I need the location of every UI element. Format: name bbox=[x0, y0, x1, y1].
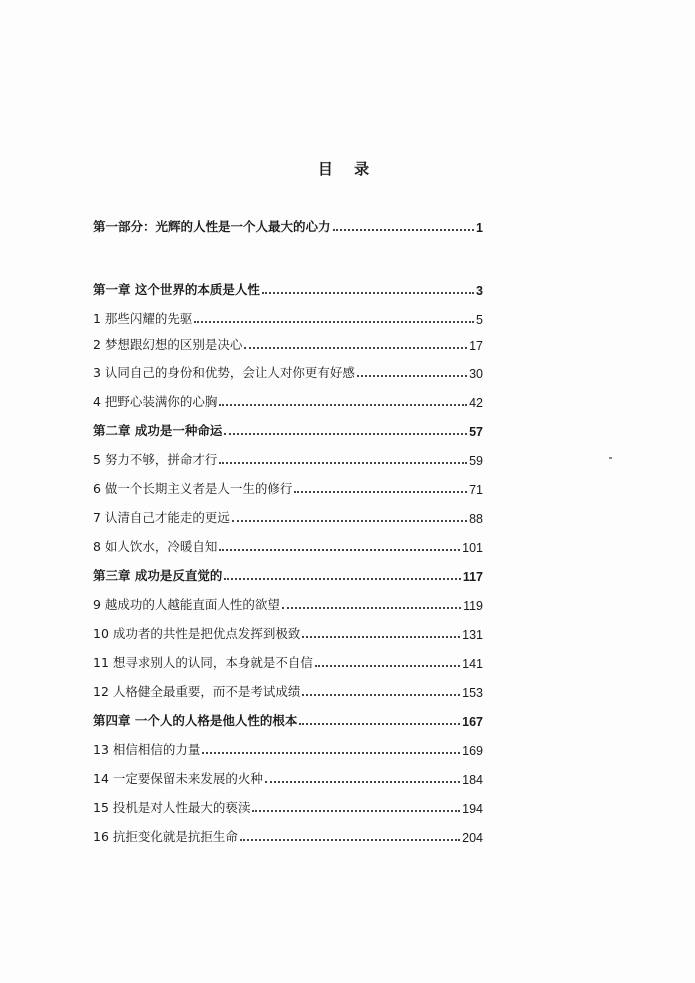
toc-label: 15 投机是对人性最大的亵渎 bbox=[93, 800, 251, 815]
toc-label: 第三章 成功是反直觉的 bbox=[93, 568, 223, 583]
toc-label: 16 抗拒变化就是抗拒生命 bbox=[93, 829, 238, 844]
toc-page-number: 194 bbox=[462, 802, 483, 816]
toc-section[interactable] bbox=[93, 448, 483, 468]
toc-section[interactable] bbox=[93, 506, 483, 526]
dot-leader bbox=[302, 635, 460, 638]
toc-label: 13 相信相信的力量 bbox=[93, 742, 201, 757]
dot-leader bbox=[357, 374, 467, 377]
toc-label: 第一章 这个世界的本质是人性 bbox=[93, 282, 260, 297]
toc-page-number: 169 bbox=[462, 744, 483, 758]
dot-leader bbox=[194, 320, 474, 323]
toc-page-number: 117 bbox=[462, 570, 483, 584]
toc-chapter[interactable] bbox=[93, 709, 483, 729]
dot-leader bbox=[282, 606, 461, 609]
toc-label: 第一部分：光辉的人性是一个人最大的心力 bbox=[93, 219, 331, 234]
toc-page-number: 5 bbox=[476, 313, 483, 327]
toc-page-number: 119 bbox=[463, 599, 483, 613]
toc-section[interactable] bbox=[93, 738, 483, 758]
scan-speck bbox=[609, 457, 612, 459]
toc-page-number: 57 bbox=[469, 425, 483, 439]
toc-label: 4 把野心装满你的心胸 bbox=[93, 394, 218, 409]
dot-leader bbox=[224, 432, 467, 435]
toc-page-number: 167 bbox=[462, 715, 483, 729]
toc-section[interactable] bbox=[93, 796, 483, 816]
toc-section[interactable] bbox=[93, 680, 483, 700]
dot-leader bbox=[202, 751, 460, 754]
toc-section[interactable] bbox=[93, 333, 483, 353]
toc-label: 6 做一个长期主义者是人一生的修行 bbox=[93, 481, 293, 496]
toc-label: 5 努力不够，拼命才行 bbox=[93, 452, 218, 467]
dot-leader bbox=[219, 403, 467, 406]
dot-leader bbox=[219, 548, 460, 551]
toc-page-number: 153 bbox=[462, 686, 483, 700]
dot-leader bbox=[224, 577, 460, 580]
toc-label: 第二章 成功是一种命运 bbox=[93, 423, 223, 438]
toc-label: 9 越成功的人越能直面人性的欲望 bbox=[93, 597, 280, 612]
toc-page-number: 88 bbox=[469, 512, 483, 526]
toc-section[interactable] bbox=[93, 307, 483, 327]
dot-leader bbox=[262, 291, 474, 294]
toc-chapter[interactable] bbox=[93, 419, 483, 439]
toc-chapter[interactable] bbox=[93, 278, 483, 298]
toc-page-number: 71 bbox=[469, 483, 483, 497]
toc-page-number: 3 bbox=[476, 284, 483, 298]
toc-section[interactable] bbox=[93, 622, 483, 642]
toc-label: 8 如人饮水，冷暖自知 bbox=[93, 539, 218, 554]
toc-section[interactable] bbox=[93, 390, 483, 410]
dot-leader bbox=[299, 722, 460, 725]
toc-label: 7 认清自己才能走的更远 bbox=[93, 510, 230, 525]
toc-section[interactable] bbox=[93, 477, 483, 497]
dot-leader bbox=[333, 228, 475, 231]
toc-page-number: 204 bbox=[462, 831, 483, 845]
toc-page-number: 42 bbox=[469, 396, 483, 410]
toc-label: 2 梦想跟幻想的区别是决心 bbox=[93, 337, 243, 352]
dot-leader bbox=[265, 780, 460, 783]
dot-leader bbox=[232, 519, 467, 522]
toc-section[interactable] bbox=[93, 651, 483, 671]
toc-label: 11 想寻求别人的认同，本身就是不自信 bbox=[93, 655, 313, 670]
page-title: 目 录 bbox=[317, 160, 378, 178]
toc-page-number: 30 bbox=[469, 367, 483, 381]
toc-page-number: 1 bbox=[476, 221, 483, 235]
toc-section[interactable] bbox=[93, 825, 483, 845]
toc-chapter[interactable] bbox=[93, 564, 483, 584]
toc-label: 12 人格健全最重要，而不是考试成绩 bbox=[93, 684, 301, 699]
toc-label: 1 那些闪耀的先驱 bbox=[93, 311, 193, 326]
dot-leader bbox=[244, 346, 467, 349]
toc-label: 14 一定要保留未来发展的火种 bbox=[93, 771, 263, 786]
toc-page-number: 131 bbox=[462, 628, 483, 642]
toc-section[interactable] bbox=[93, 767, 483, 787]
toc-section[interactable] bbox=[93, 361, 483, 381]
dot-leader bbox=[302, 693, 460, 696]
toc-label: 10 成功者的共性是把优点发挥到极致 bbox=[93, 626, 301, 641]
toc-label: 第四章 一个人的人格是他人性的根本 bbox=[93, 713, 298, 728]
dot-leader bbox=[219, 461, 467, 464]
toc-section[interactable] bbox=[93, 535, 483, 555]
dot-leader bbox=[240, 838, 460, 841]
toc-page-number: 17 bbox=[469, 339, 483, 353]
dot-leader bbox=[315, 664, 460, 667]
toc-section[interactable] bbox=[93, 593, 483, 613]
dot-leader bbox=[252, 809, 460, 812]
toc-page-number: 101 bbox=[462, 541, 483, 555]
toc-page-number: 184 bbox=[462, 773, 483, 787]
toc-page-number: 59 bbox=[469, 454, 483, 468]
toc-label: 3 认同自己的身份和优势，会让人对你更有好感 bbox=[93, 365, 355, 380]
toc-part-1[interactable] bbox=[93, 215, 483, 235]
dot-leader bbox=[294, 490, 467, 493]
toc-page-number: 141 bbox=[462, 657, 483, 671]
